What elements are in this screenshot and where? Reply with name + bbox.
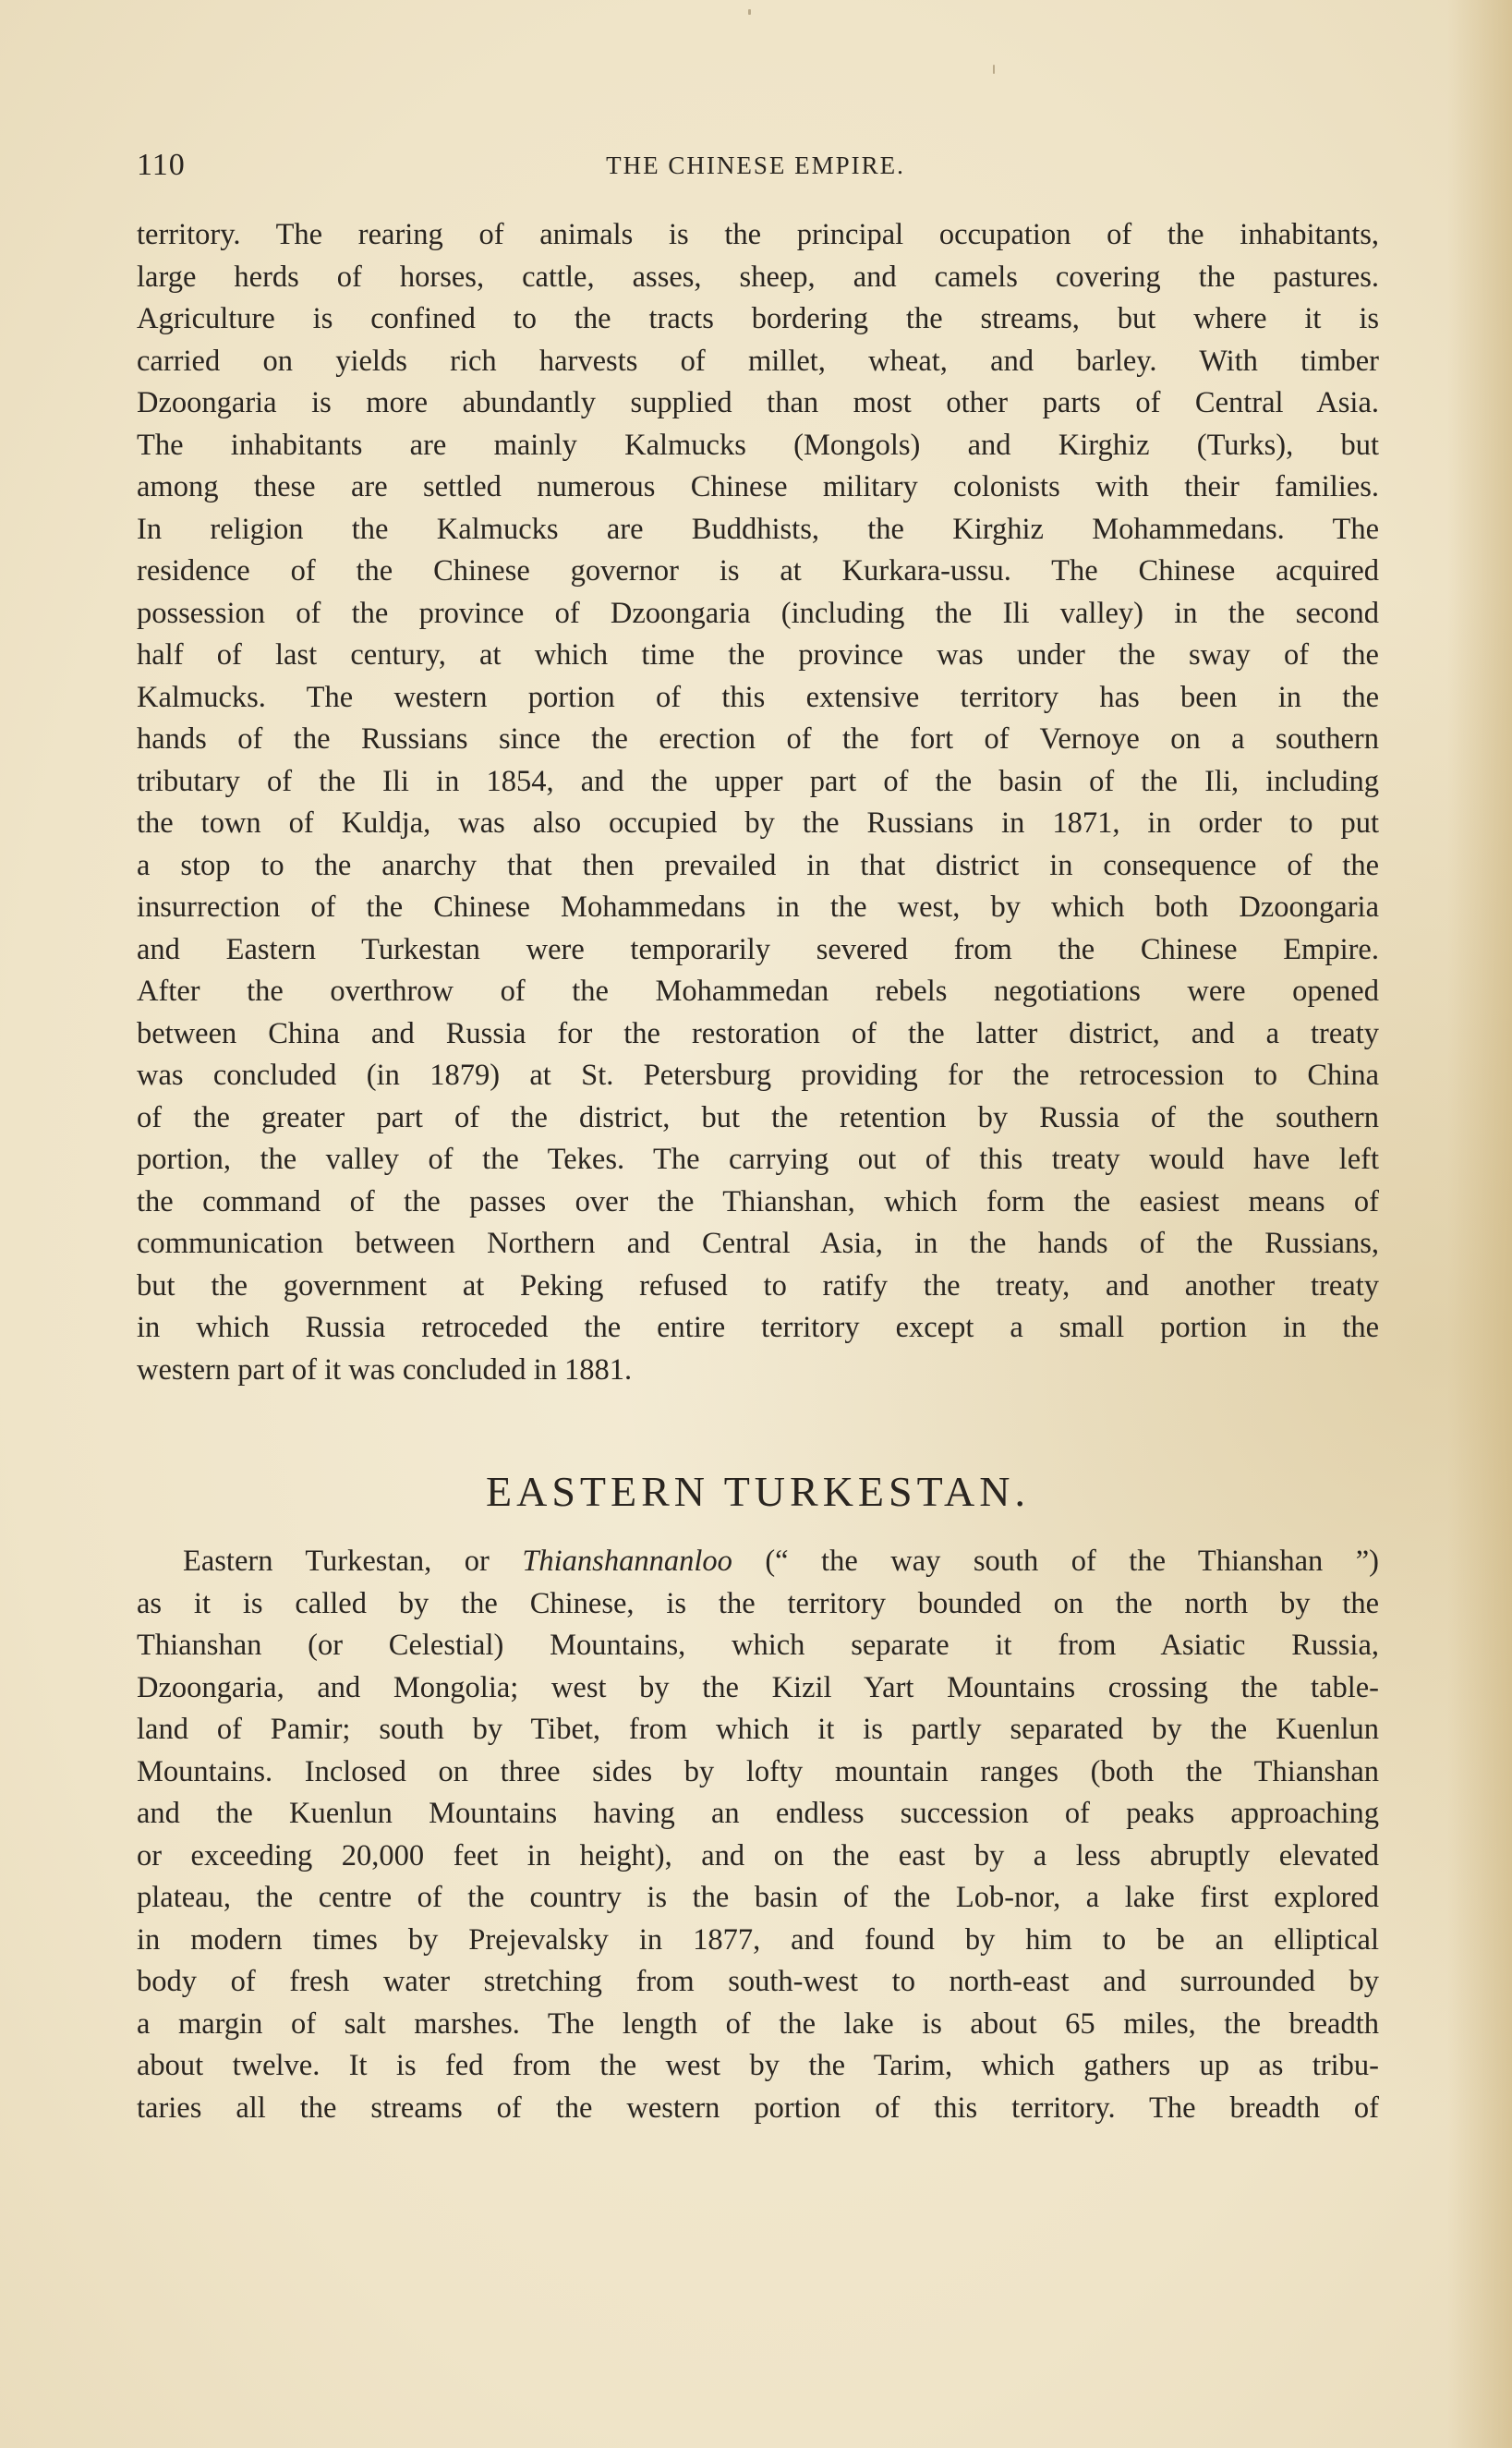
text-line: among these are settled numerous Chinese military colonists with their families.	[137, 470, 1379, 503]
text-line: and Eastern Turkestan were temporarily severed from the Chinese Empire.	[137, 932, 1379, 966]
text-line: carried on yields rich harvests of millet, wheat, and barley. With timber	[137, 344, 1379, 378]
paragraph-eastern-turkestan	[137, 1541, 1379, 2129]
text-line: After the overthrow of the Mohammedan rebels negotiations were opened	[137, 975, 1379, 1008]
paragraph-continued	[137, 214, 1379, 1391]
section-heading: EASTERN TURKESTAN.	[486, 1468, 1030, 1515]
text-line: was concluded (in 1879) at St. Petersburg providing for the retrocession to China	[137, 1059, 1379, 1092]
text-line: in modern times by Prejevalsky in 1877, and found by him to be an elliptical	[137, 1922, 1379, 1957]
paper-speck	[993, 65, 995, 74]
text-line: but the government at Peking refused to ratify the treaty, and another treaty	[137, 1268, 1379, 1303]
text-line: large herds of horses, cattle, asses, sheep, and camels covering the pastures.	[137, 260, 1379, 294]
text-line: insurrection of the Chinese Mohammedans in the west, by which both Dzoongaria	[137, 891, 1379, 924]
text-line: half of last century, at which time the province was under the sway of the	[137, 638, 1379, 672]
text-line: the town of Kuldja, was also occupied by the Russians in 1871, in order to put	[137, 806, 1379, 840]
text-line: possession of the province of Dzoongaria (including the Ili valley) in the second	[137, 596, 1379, 630]
text-line: in which Russia retroceded the entire territory except a small portion in the	[137, 1311, 1379, 1344]
text-line: as it is called by the Chinese, is the territory bounded on the north by the	[137, 1586, 1379, 1620]
page-edge-shadow	[1447, 0, 1512, 2448]
text-line: western part of it was concluded in 1881.	[137, 1352, 633, 1387]
text-line: communication between Northern and Central Asia, in the hands of the Russians,	[137, 1227, 1379, 1260]
text-line: Agriculture is confined to the tracts bordering the streams, but where it is	[137, 302, 1379, 335]
text-line: residence of the Chinese governor is at Kurkara-ussu. The Chinese acquired	[137, 554, 1379, 588]
text-line: or exceeding 20,000 feet in height), and on the east by a less abruptly elevated	[137, 1838, 1379, 1872]
text-line: about twelve. It is fed from the west by the Tarim, which gathers up as tribu-	[137, 2049, 1379, 2082]
text-line-first	[137, 1541, 1379, 1583]
text-line: Dzoongaria is more abundantly supplied than most other parts of Central Asia.	[137, 386, 1379, 419]
text-run: (“ the way south of the Thianshan ”)	[732, 1545, 1379, 1578]
text-line: Kalmucks. The western portion of this extensive territory has been in the	[137, 680, 1379, 714]
text-run: Eastern Turkestan, or	[183, 1545, 523, 1578]
text-line: Thianshan (or Celestial) Mountains, which separate it from Asiatic Russia,	[137, 1629, 1379, 1662]
text-line: territory. The rearing of animals is the principal occupation of the inhabitants,	[137, 218, 1379, 251]
paper-speck	[748, 9, 751, 15]
text-line: taries all the streams of the western portion of this territory. The breadth of	[137, 2090, 1379, 2125]
text-line: Mountains. Inclosed on three sides by lofty mountain ranges (both the Thianshan	[137, 1754, 1379, 1788]
text-line: a stop to the anarchy that then prevailed in that district in consequence of the	[137, 848, 1379, 882]
page-number: 110	[137, 148, 186, 182]
text-line: and the Kuenlun Mountains having an endless succession of peaks approaching	[137, 1797, 1379, 1830]
text-line: of the greater part of the district, but the retention by Russia of the southern	[137, 1100, 1379, 1134]
text-line: a margin of salt marshes. The length of the lake is about 65 miles, the breadth	[137, 2006, 1379, 2041]
text-line: the command of the passes over the Thianshan, which form the easiest means of	[137, 1184, 1379, 1218]
text-line: between China and Russia for the restoration of the latter district, and a treaty	[137, 1016, 1379, 1050]
text-line: portion, the valley of the Tekes. The carrying out of this treaty would have left	[137, 1143, 1379, 1176]
text-line: plateau, the centre of the country is the basin of the Lob-nor, a lake first explored	[137, 1881, 1379, 1914]
text-line: land of Pamir; south by Tibet, from which it is partly separated by the Kuenlun	[137, 1713, 1379, 1746]
page-header	[137, 148, 1374, 192]
italic-term: Thianshannanloo	[522, 1545, 732, 1578]
running-head: THE CHINESE EMPIRE.	[606, 151, 905, 179]
text-line: body of fresh water stretching from south-west to north-east and surrounded by	[137, 1965, 1379, 1998]
text-line: In religion the Kalmucks are Buddhists, the Kirghiz Mohammedans. The	[137, 512, 1379, 546]
text-line: Dzoongaria, and Mongolia; west by the Kizil Yart Mountains crossing the table-	[137, 1670, 1379, 1704]
text-line: tributary of the Ili in 1854, and the upper part of the basin of the Ili, including	[137, 764, 1379, 798]
text-line: The inhabitants are mainly Kalmucks (Mongols) and Kirghiz (Turks), but	[137, 428, 1379, 462]
text-line: hands of the Russians since the erection of the fort of Vernoye on a southern	[137, 722, 1379, 756]
